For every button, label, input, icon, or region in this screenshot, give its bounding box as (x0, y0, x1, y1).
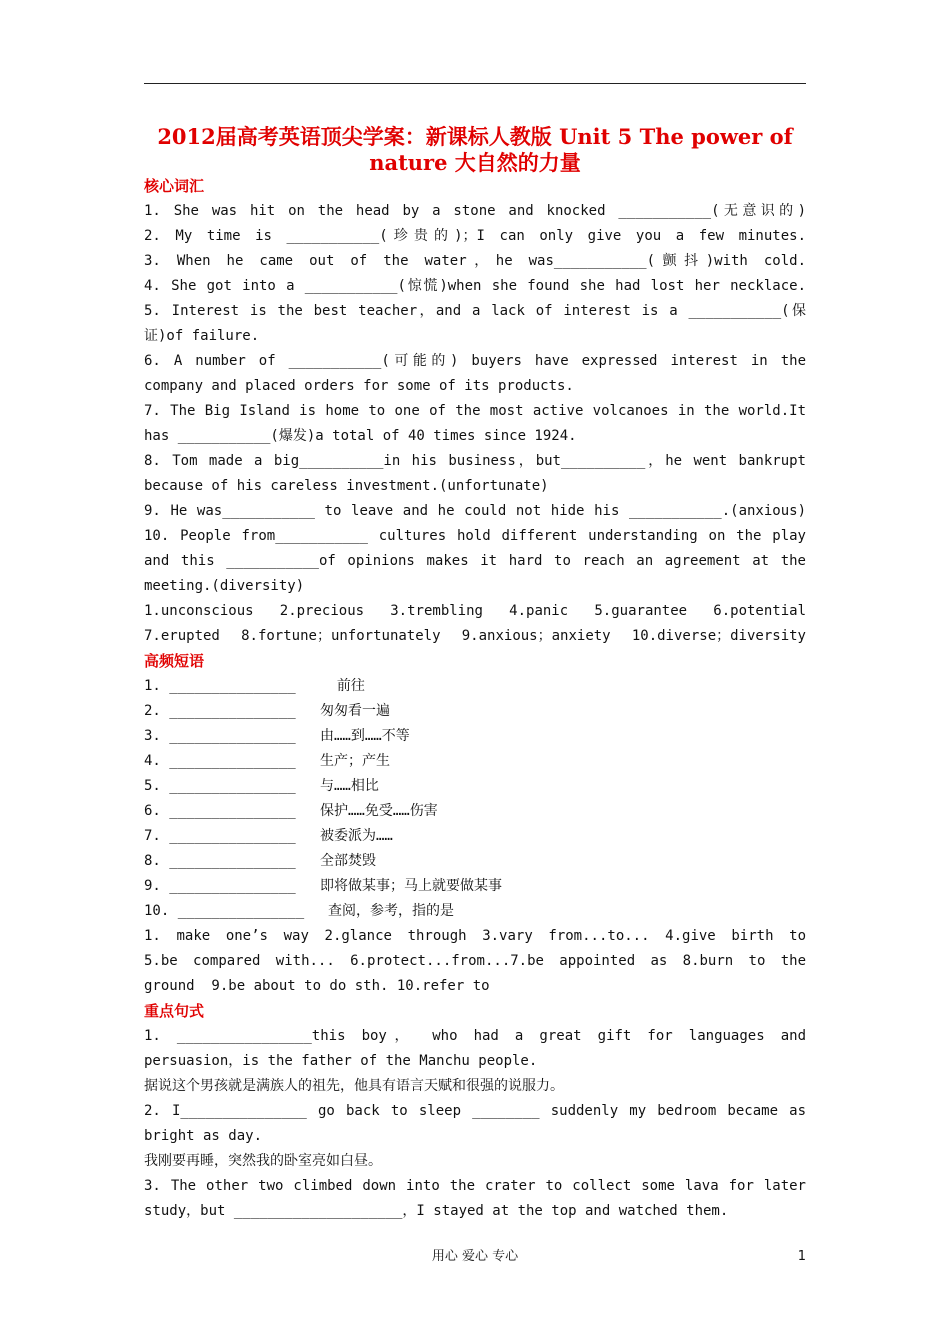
phrase-meaning: 保护……免受……伤害 (320, 803, 438, 819)
phrase-blank: 1. _______________ (144, 678, 296, 694)
sentence-line: 3. The other two climbed down into the crater to collect some lava for later (144, 1178, 806, 1194)
section-heading-vocab: 核心词汇 (144, 177, 205, 195)
vocab-line: 2. My time is ___________(珍贵的)；I can only give you a few minutes. (144, 228, 806, 244)
phrase-meaning: 前往 (320, 678, 365, 694)
vocab-line: company and placed orders for some of its products. (144, 378, 574, 394)
phrase-meaning: 由……到……不等 (320, 728, 410, 744)
phrase-item (144, 799, 806, 824)
phrase-item (144, 724, 806, 749)
page-title (144, 124, 806, 176)
phrase-item (144, 824, 806, 849)
phrase-item (144, 849, 806, 874)
phrase-meaning: 与……相比 (320, 778, 379, 794)
phrase-meaning: 全部焚毁 (320, 853, 376, 869)
vocab-line: meeting.(diversity) (144, 578, 305, 594)
sentence-list (144, 1024, 806, 1224)
vocab-line: 1. She was hit on the head by a stone and knocked ___________(无意识的) (144, 203, 806, 219)
sentence-line: bright as day. (144, 1128, 263, 1144)
phrase-blank: 5. _______________ (144, 778, 296, 794)
section-heading-sentences: 重点句式 (144, 1002, 205, 1020)
phrase-item (144, 899, 806, 924)
sentence-line: 1. ________________this boy， who had a great gift for languages and (144, 1028, 806, 1044)
sentence-translation: 据说这个男孩就是满族人的祖先，他具有语言天赋和很强的说服力。 (144, 1078, 564, 1094)
title-line-1: 2012届高考英语顶尖学案：新课标人教版 Unit 5 The power of (157, 124, 793, 149)
vocab-line: and this ___________of opinions makes it hard to reach an agreement at the (144, 553, 806, 569)
phrase-meaning: 即将做某事；马上就要做某事 (320, 878, 502, 894)
footer-motto: 用心 爱心 专心 (431, 1249, 519, 1264)
phrase-blank: 2. _______________ (144, 703, 296, 719)
phrase-meaning: 被委派为…… (320, 828, 393, 844)
phrase-item (144, 674, 806, 699)
vocab-line: 4. She got into a ___________(惊慌)when she found she had lost her necklace. (144, 278, 806, 294)
sentence-line: persuasion，is the father of the Manchu people. (144, 1053, 538, 1069)
phrase-meaning: 生产；产生 (320, 753, 390, 769)
vocab-line: 10. People from___________ cultures hold different understanding on the play (144, 528, 806, 544)
phrase-answer-line: ground 9.be about to do sth. 10.refer to (144, 978, 490, 994)
vocab-line: 7. The Big Island is home to one of the most active volcanoes in the world.It (144, 403, 806, 419)
header-rule (144, 83, 806, 84)
phrase-item (144, 699, 806, 724)
phrase-blank: 6. _______________ (144, 803, 296, 819)
phrase-blank: 8. _______________ (144, 853, 296, 869)
vocab-line: because of his careless investment.(unfortunate) (144, 478, 549, 494)
page-number: 1 (797, 1249, 806, 1264)
phrase-item (144, 749, 806, 774)
title-line-2: nature 大自然的力量 (369, 150, 581, 175)
phrase-meaning: 查阅，参考，指的是 (328, 903, 454, 919)
vocab-line: 5. Interest is the best teacher，and a lack of interest is a ___________(保 (144, 303, 806, 319)
phrase-blank: 10. _______________ (144, 903, 305, 919)
vocab-line: 6. A number of ___________(可能的) buyers have expressed interest in the (144, 353, 806, 369)
phrase-blank: 4. _______________ (144, 753, 296, 769)
phrase-answer-line: 1. make one’s way 2.glance through 3.vary from...to... 4.give birth to (144, 928, 806, 944)
phrase-blank: 7. _______________ (144, 828, 296, 844)
phrase-item (144, 774, 806, 799)
phrase-blank: 9. _______________ (144, 878, 296, 894)
vocab-line: 3. When he came out of the water，he was___________(颤抖)with cold. (144, 253, 806, 269)
phrase-blank: 3. _______________ (144, 728, 296, 744)
vocab-line: has ___________(爆发)a total of 40 times since 1924. (144, 428, 577, 444)
sentence-translation: 我刚要再睡，突然我的卧室亮如白昼。 (144, 1153, 382, 1169)
vocab-line: 8. Tom made a big__________in his business，but__________，he went bankrupt (144, 453, 806, 469)
phrase-item (144, 874, 806, 899)
vocab-line: 证)of failure. (144, 328, 260, 344)
vocab-list (144, 199, 806, 649)
sentence-line: 2. I_______________ go back to sleep ________ suddenly my bedroom became as (144, 1103, 806, 1119)
phrase-answer-line: 5.be compared with... 6.protect...from...7.be appointed as 8.burn to the (144, 953, 806, 969)
section-heading-phrases: 高频短语 (144, 652, 205, 670)
vocab-answer-line: 7.erupted 8.fortune；unfortunately 9.anxious；anxiety 10.diverse；diversity (144, 628, 806, 644)
content (144, 174, 806, 1224)
phrase-list (144, 674, 806, 999)
phrase-meaning: 匆匆看一遍 (320, 703, 390, 719)
sentence-line: study，but ____________________，I stayed at the top and watched them. (144, 1203, 729, 1219)
vocab-answer-line: 1.unconscious 2.precious 3.trembling 4.panic 5.guarantee 6.potential (144, 603, 806, 619)
vocab-line: 9. He was___________ to leave and he could not hide his ___________.(anxious) (144, 503, 806, 519)
